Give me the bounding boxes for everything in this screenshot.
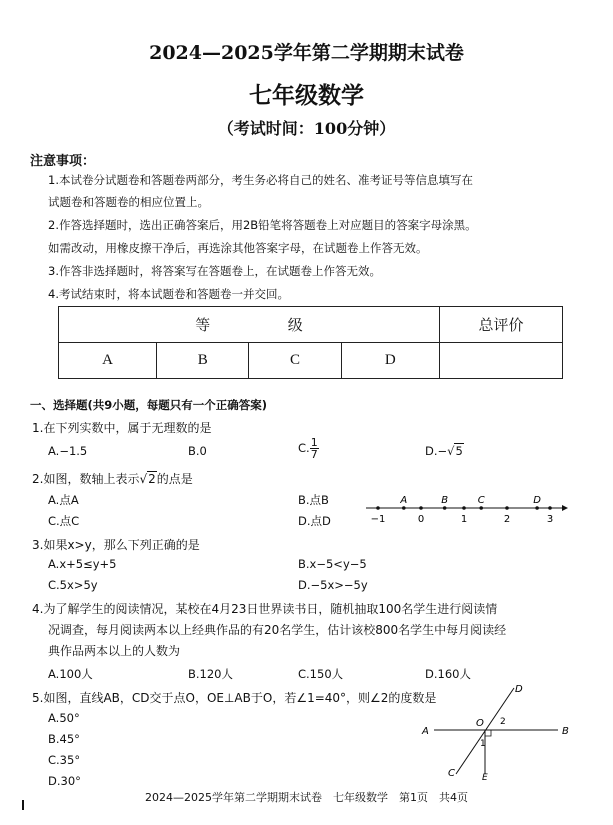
right-angle-mark-icon — [485, 730, 491, 736]
total-label: 总评价 — [440, 307, 563, 343]
q5-option-c: C.35° — [48, 753, 81, 767]
number-line-figure — [362, 488, 572, 528]
note-line: 试题卷和答题卷的相应位置上。 — [48, 195, 209, 209]
intersecting-lines-figure — [418, 680, 578, 780]
number-line-tick — [462, 506, 466, 510]
number-line-point — [443, 506, 447, 510]
sqrt-sign-icon: √ — [139, 472, 148, 486]
number-line-point-label: D — [533, 495, 541, 506]
q1-option-b: B.0 — [188, 444, 207, 458]
title-duration: （考试时间：100分钟） — [217, 119, 396, 138]
question-5-stem: 5.如图，直线AB，CD交于点O，OE⊥AB于O，若∠1=40°，则∠2的度数是 — [32, 691, 437, 705]
q3-option-a: A.x+5≤y+5 — [48, 557, 117, 571]
q3-option-c: C.5x>5y — [48, 578, 98, 592]
q2-option-a: A.点A — [48, 493, 79, 507]
label-e: E — [482, 773, 488, 780]
q3-option-d: D.−5x>−5y — [298, 578, 368, 592]
arrow-right-icon — [562, 505, 568, 511]
total-score-cell — [440, 343, 563, 379]
label-b: B — [562, 726, 569, 737]
grade-level: A — [59, 343, 157, 379]
number-line-tick — [548, 506, 552, 510]
number-line-tick — [376, 506, 380, 510]
notes-heading: 注意事项： — [30, 154, 96, 169]
q2-stem-pre: 2.如图，数轴上表示 — [32, 472, 140, 486]
question-4-stem-line: 典作品两本以上的人数为 — [48, 644, 181, 658]
question-4-stem-line: 4.为了解学生的阅读情况，某校在4月23日世界读书日，随机抽取100名学生进行阅读情 — [32, 602, 498, 616]
number-line-tick — [419, 506, 423, 510]
note-line: 如需改动，用橡皮擦干净后，再选涂其他答案字母，在试题卷上作答无效。 — [48, 241, 428, 255]
radicand: 5 — [455, 444, 463, 458]
q5-option-b: B.45° — [48, 732, 80, 746]
question-4-stem-line: 况调查，每月阅读两本以上经典作品的有20名学生，估计该校800名学生中每月阅读经 — [48, 623, 507, 637]
grade-level: C — [249, 343, 341, 379]
title-subject: 七年级数学 — [249, 82, 364, 109]
label-angle-2: 2 — [500, 717, 506, 727]
note-line: 4.考试结束时，将本试题卷和答题卷一并交回。 — [48, 287, 289, 301]
number-line-point-label: C — [477, 495, 485, 506]
q4-option-a: A.100人 — [48, 667, 93, 681]
number-line-point — [479, 506, 483, 510]
q1-option-a: A.−1.5 — [48, 444, 88, 458]
q1-option-d — [425, 444, 464, 458]
note-line: 2.作答选择题时，选出正确答案后，用2B铅笔将答题卷上对应题目的答案字母涂黑。 — [48, 218, 477, 232]
sqrt-sign-icon: √ — [447, 444, 455, 458]
grade-label: 级 — [287, 318, 303, 334]
question-1-stem: 1.在下列实数中，属于无理数的是 — [32, 421, 212, 435]
q4-option-c: C.150人 — [298, 667, 344, 681]
number-line-tick-label: 2 — [503, 514, 511, 525]
number-line-point-label: B — [441, 495, 449, 506]
q1-option-c-prefix: C. — [298, 441, 310, 455]
grade-label: 等 — [195, 318, 211, 334]
note-line: 3.作答非选择题时，将答案写在答题卷上，在试题卷上作答无效。 — [48, 264, 381, 278]
grade-level: D — [341, 343, 439, 379]
label-a: A — [422, 726, 429, 737]
fraction-numerator: 1 — [310, 436, 318, 449]
number-line-tick-label: 1 — [460, 514, 468, 525]
label-angle-1: 1 — [480, 739, 486, 749]
label-o: O — [476, 718, 484, 729]
q2-option-d: D.点D — [298, 514, 331, 528]
q1-option-d-prefix: D.− — [425, 444, 448, 458]
label-c: C — [448, 768, 455, 779]
section-heading: 一、选择题(共9小题，每题只有一个正确答案) — [30, 398, 268, 412]
number-line-point — [535, 506, 539, 510]
label-d: D — [515, 684, 523, 695]
q5-option-d: D.30° — [48, 774, 81, 788]
question-2-stem — [32, 470, 193, 487]
question-3-stem: 3.如果x>y，那么下列正确的是 — [32, 538, 200, 552]
number-line-tick-label: 0 — [417, 514, 425, 525]
q2-option-c: C.点C — [48, 514, 80, 528]
page-footer: 2024—2025学年第二学期期末试卷 七年级数学 第1页 共4页 — [145, 791, 468, 804]
note-line: 1.本试卷分试题卷和答题卷两部分，考生务必将自己的姓名、准考证号等信息填写在 — [48, 173, 473, 187]
q2-option-b: B.点B — [298, 493, 329, 507]
q3-option-b: B.x−5<y−5 — [298, 557, 367, 571]
number-line-point-label: A — [400, 495, 408, 506]
title-year: 2024—2025学年第二学期期末试卷 — [149, 42, 464, 64]
grade-level: B — [157, 343, 249, 379]
fraction-denominator: 7 — [310, 448, 318, 461]
q4-option-d: D.160人 — [425, 667, 471, 681]
q1-option-c — [298, 437, 319, 460]
q2-stem-post: 的点是 — [156, 472, 193, 486]
q5-option-a: A.50° — [48, 711, 80, 725]
number-line-point — [402, 506, 406, 510]
q4-option-b: B.120人 — [188, 667, 233, 681]
radicand: 2 — [148, 472, 156, 486]
grade-table — [58, 306, 563, 379]
grade-header-cell — [59, 307, 440, 343]
fraction — [310, 437, 319, 460]
margin-mark — [22, 800, 24, 810]
number-line-tick-label: 3 — [546, 514, 554, 525]
number-line-tick-label: −1 — [370, 514, 386, 525]
number-line-tick — [505, 506, 509, 510]
